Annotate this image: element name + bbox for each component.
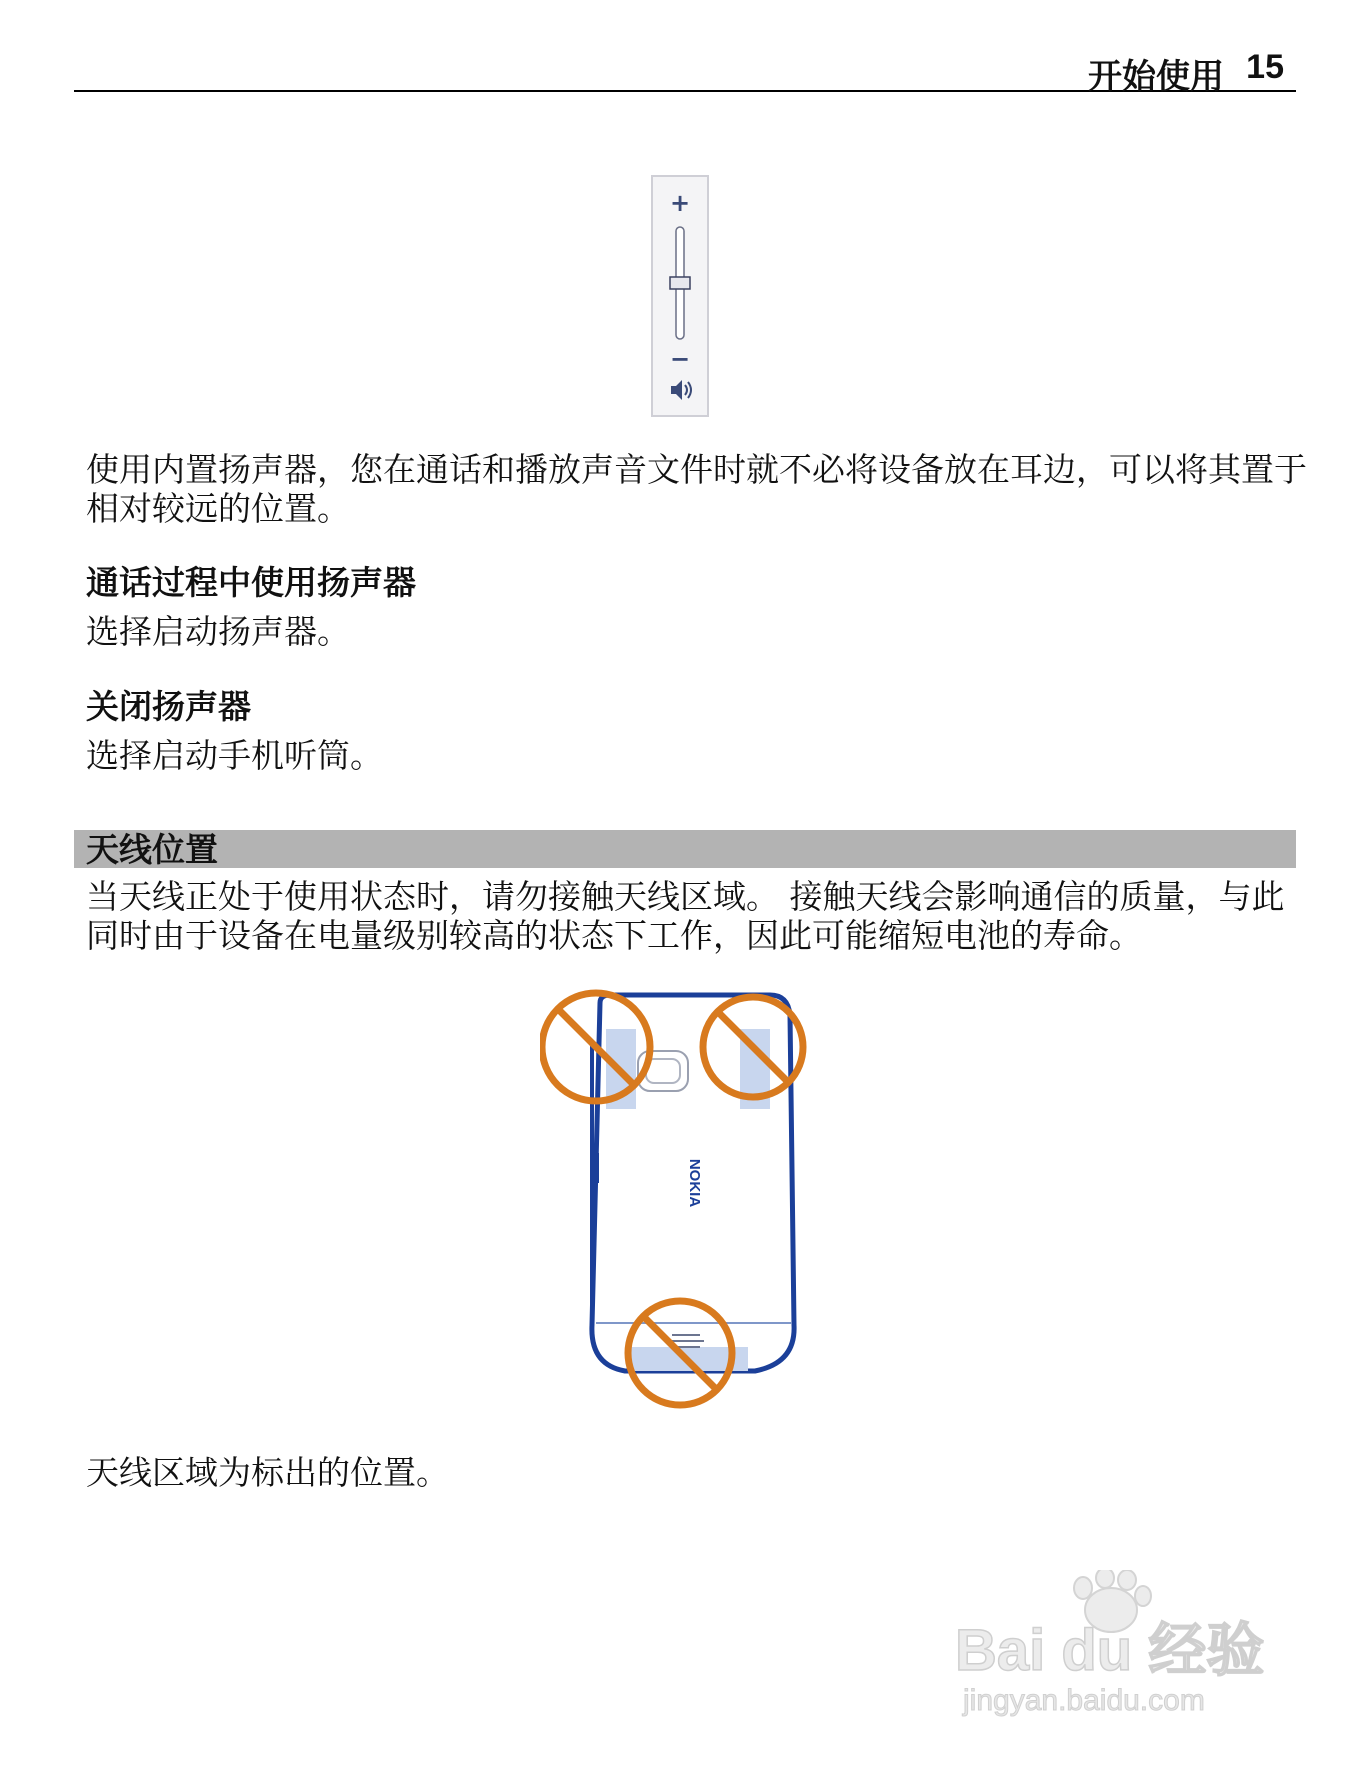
- phone-brand-label: NOKIA: [686, 1158, 703, 1208]
- watermark-url: jingyan.baidu.com: [963, 1684, 1205, 1717]
- chapter-title: 开始使用: [1088, 57, 1224, 97]
- speaker-intro: 使用内置扬声器，您在通话和播放声音文件时就不必将设备放在耳边，可以将其置于相对较远的位置。: [86, 450, 1307, 528]
- section-bar: [74, 830, 1296, 868]
- speaker-off-text: 选择启动手机听筒。: [86, 736, 383, 775]
- volume-plus-icon[interactable]: +: [669, 189, 691, 217]
- volume-minus-icon[interactable]: −: [669, 345, 691, 373]
- in-call-speaker-text: 选择启动扬声器。: [86, 612, 350, 651]
- section-title: 天线位置: [86, 830, 218, 869]
- page-number: 15: [1246, 48, 1284, 86]
- antenna-text: 当天线正处于使用状态时，请勿接触天线区域。 接触天线会影响通信的质量，与此同时由于设备在电量级别较高的状态下工作，因此可能缩短电池的寿命。: [86, 877, 1285, 955]
- phone-antenna-figure: [540, 985, 830, 1415]
- volume-thumb[interactable]: [670, 277, 690, 289]
- antenna-caption: 天线区域为标出的位置。: [86, 1453, 449, 1492]
- watermark-brand: Bai du 经验: [955, 1618, 1265, 1683]
- speaker-off-heading: 关闭扬声器: [86, 687, 251, 726]
- page-header: [74, 40, 1296, 97]
- volume-slider[interactable]: [651, 175, 709, 417]
- in-call-speaker-heading: 通话过程中使用扬声器: [86, 563, 416, 602]
- baidu-watermark: [955, 1570, 1275, 1720]
